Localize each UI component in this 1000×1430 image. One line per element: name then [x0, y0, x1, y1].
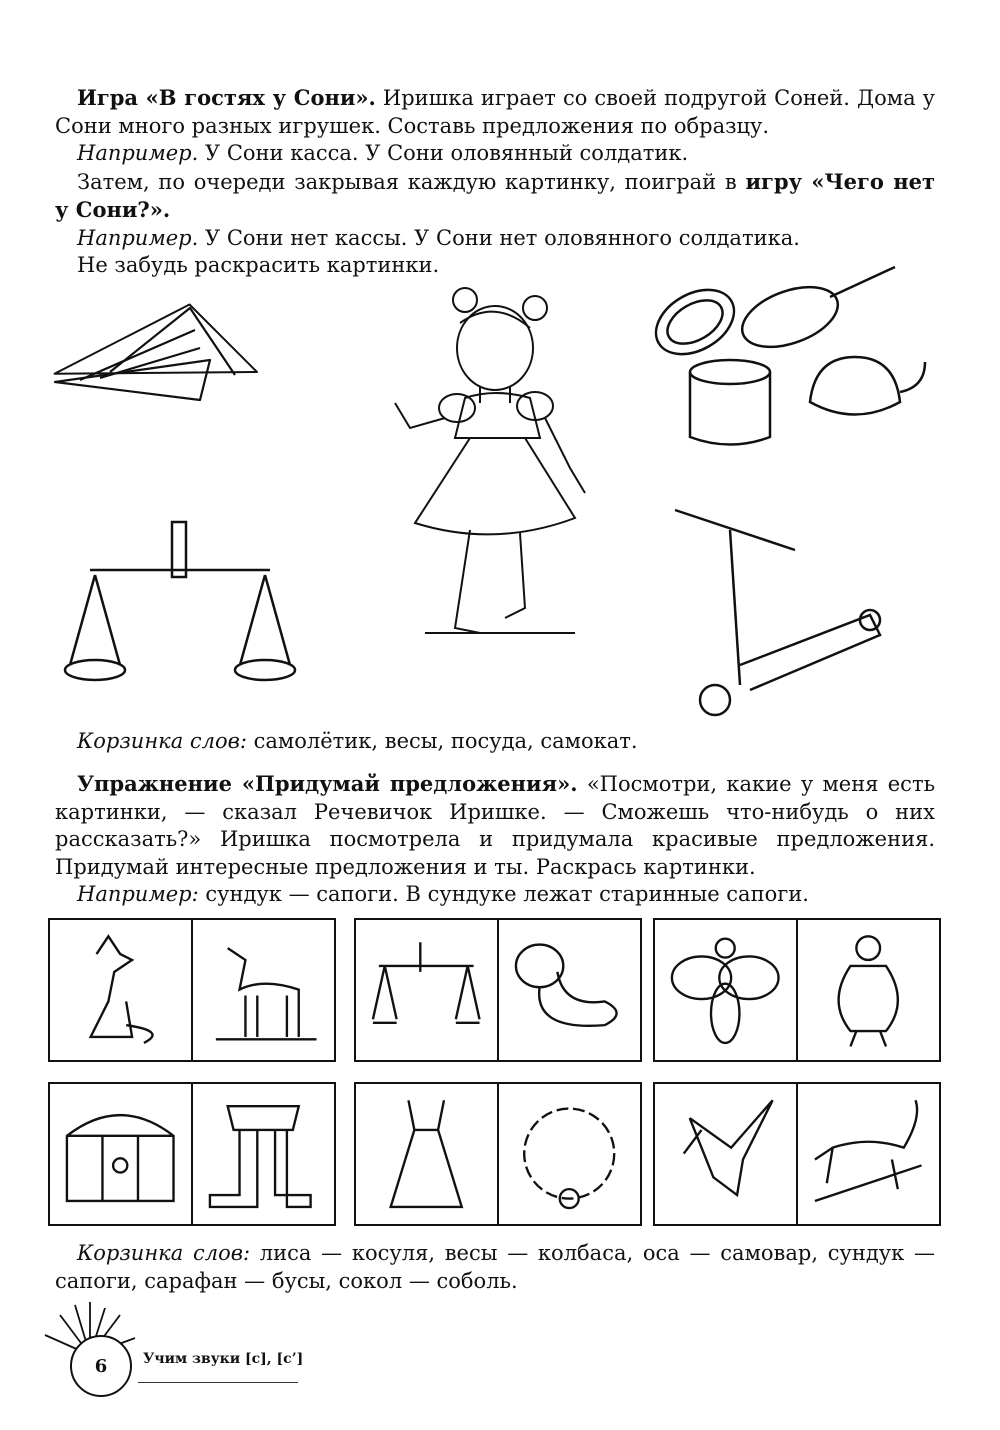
falcon-picture — [655, 1084, 798, 1224]
section1-intro: Игра «В гостях у Сони». Иришка играет со своей подругой Соней. Дома у Сони много разных игрушек. Составь предложения по образцу. — [55, 85, 935, 138]
sausage-picture — [499, 920, 640, 1060]
wasp-picture — [655, 920, 798, 1060]
section1-instructions: Затем, по очереди закрывая каждую картинку, поиграй в игру «Чего нет у Сони?». — [55, 168, 935, 222]
page-number: 6 — [70, 1335, 132, 1397]
footer-title: Учим звуки [с], [с’] — [143, 1351, 304, 1367]
section1-text — [55, 84, 935, 280]
roe-deer-picture — [193, 920, 334, 1060]
dishes-picture — [650, 262, 935, 452]
chest-picture — [50, 1084, 193, 1224]
pair-wasp-samovar — [653, 918, 941, 1062]
section1-color-note: Не забудь раскрасить картинки. — [77, 253, 440, 277]
fox-picture — [50, 920, 193, 1060]
pair-chest-boots — [48, 1082, 336, 1226]
beads-picture — [499, 1084, 640, 1224]
section2-title: Упражнение «Придумай предложения». — [77, 771, 578, 796]
sable-picture — [798, 1084, 939, 1224]
section1-example1: Например. У Сони касса. У Сони оловянный солдатик. — [77, 141, 689, 165]
pair-sundress-beads — [354, 1082, 642, 1226]
section2-example: Например: сундук — сапоги. В сундуке лежат старинные сапоги. — [77, 882, 809, 906]
section1-title: Игра «В гостях у Сони». — [77, 85, 376, 110]
small-scales-picture — [356, 920, 499, 1060]
section1-example2: Например. У Сони нет кассы. У Сони нет оловянного солдатика. — [77, 225, 800, 250]
section2-basket: Корзинка слов: лиса — косуля, весы — колбаса, оса — самовар, сундук — сапоги, сарафан — бусы, сокол — соболь. — [55, 1241, 935, 1293]
footer-divider — [138, 1382, 298, 1383]
boots-picture — [193, 1084, 334, 1224]
girl-sonya-picture — [385, 278, 595, 650]
pair-falcon-sable — [653, 1082, 941, 1226]
section1-basket: Корзинка слов: самолётик, весы, посуда, самокат. — [77, 729, 638, 753]
pair-scales-sausage — [354, 918, 642, 1062]
pair-fox-roe-deer — [48, 918, 336, 1062]
section2-text — [55, 770, 935, 909]
samovar-picture — [798, 920, 939, 1060]
sundress-picture — [356, 1084, 499, 1224]
scooter-picture — [670, 495, 885, 720]
scales-picture — [60, 520, 300, 715]
section2-intro: Упражнение «Придумай предложения». «Посмотри, какие у меня есть картинки, — сказал Речевичок Иришке. — Сможешь что-нибудь о них рассказать?» Иришка посмотрела и придумала красивые предложения. Придумай интересные предложения и ты. Раскрась картинки. — [55, 771, 935, 879]
game2-title: игру «Чего нет у Сони?» — [55, 168, 935, 222]
paper-plane-picture — [50, 300, 260, 410]
